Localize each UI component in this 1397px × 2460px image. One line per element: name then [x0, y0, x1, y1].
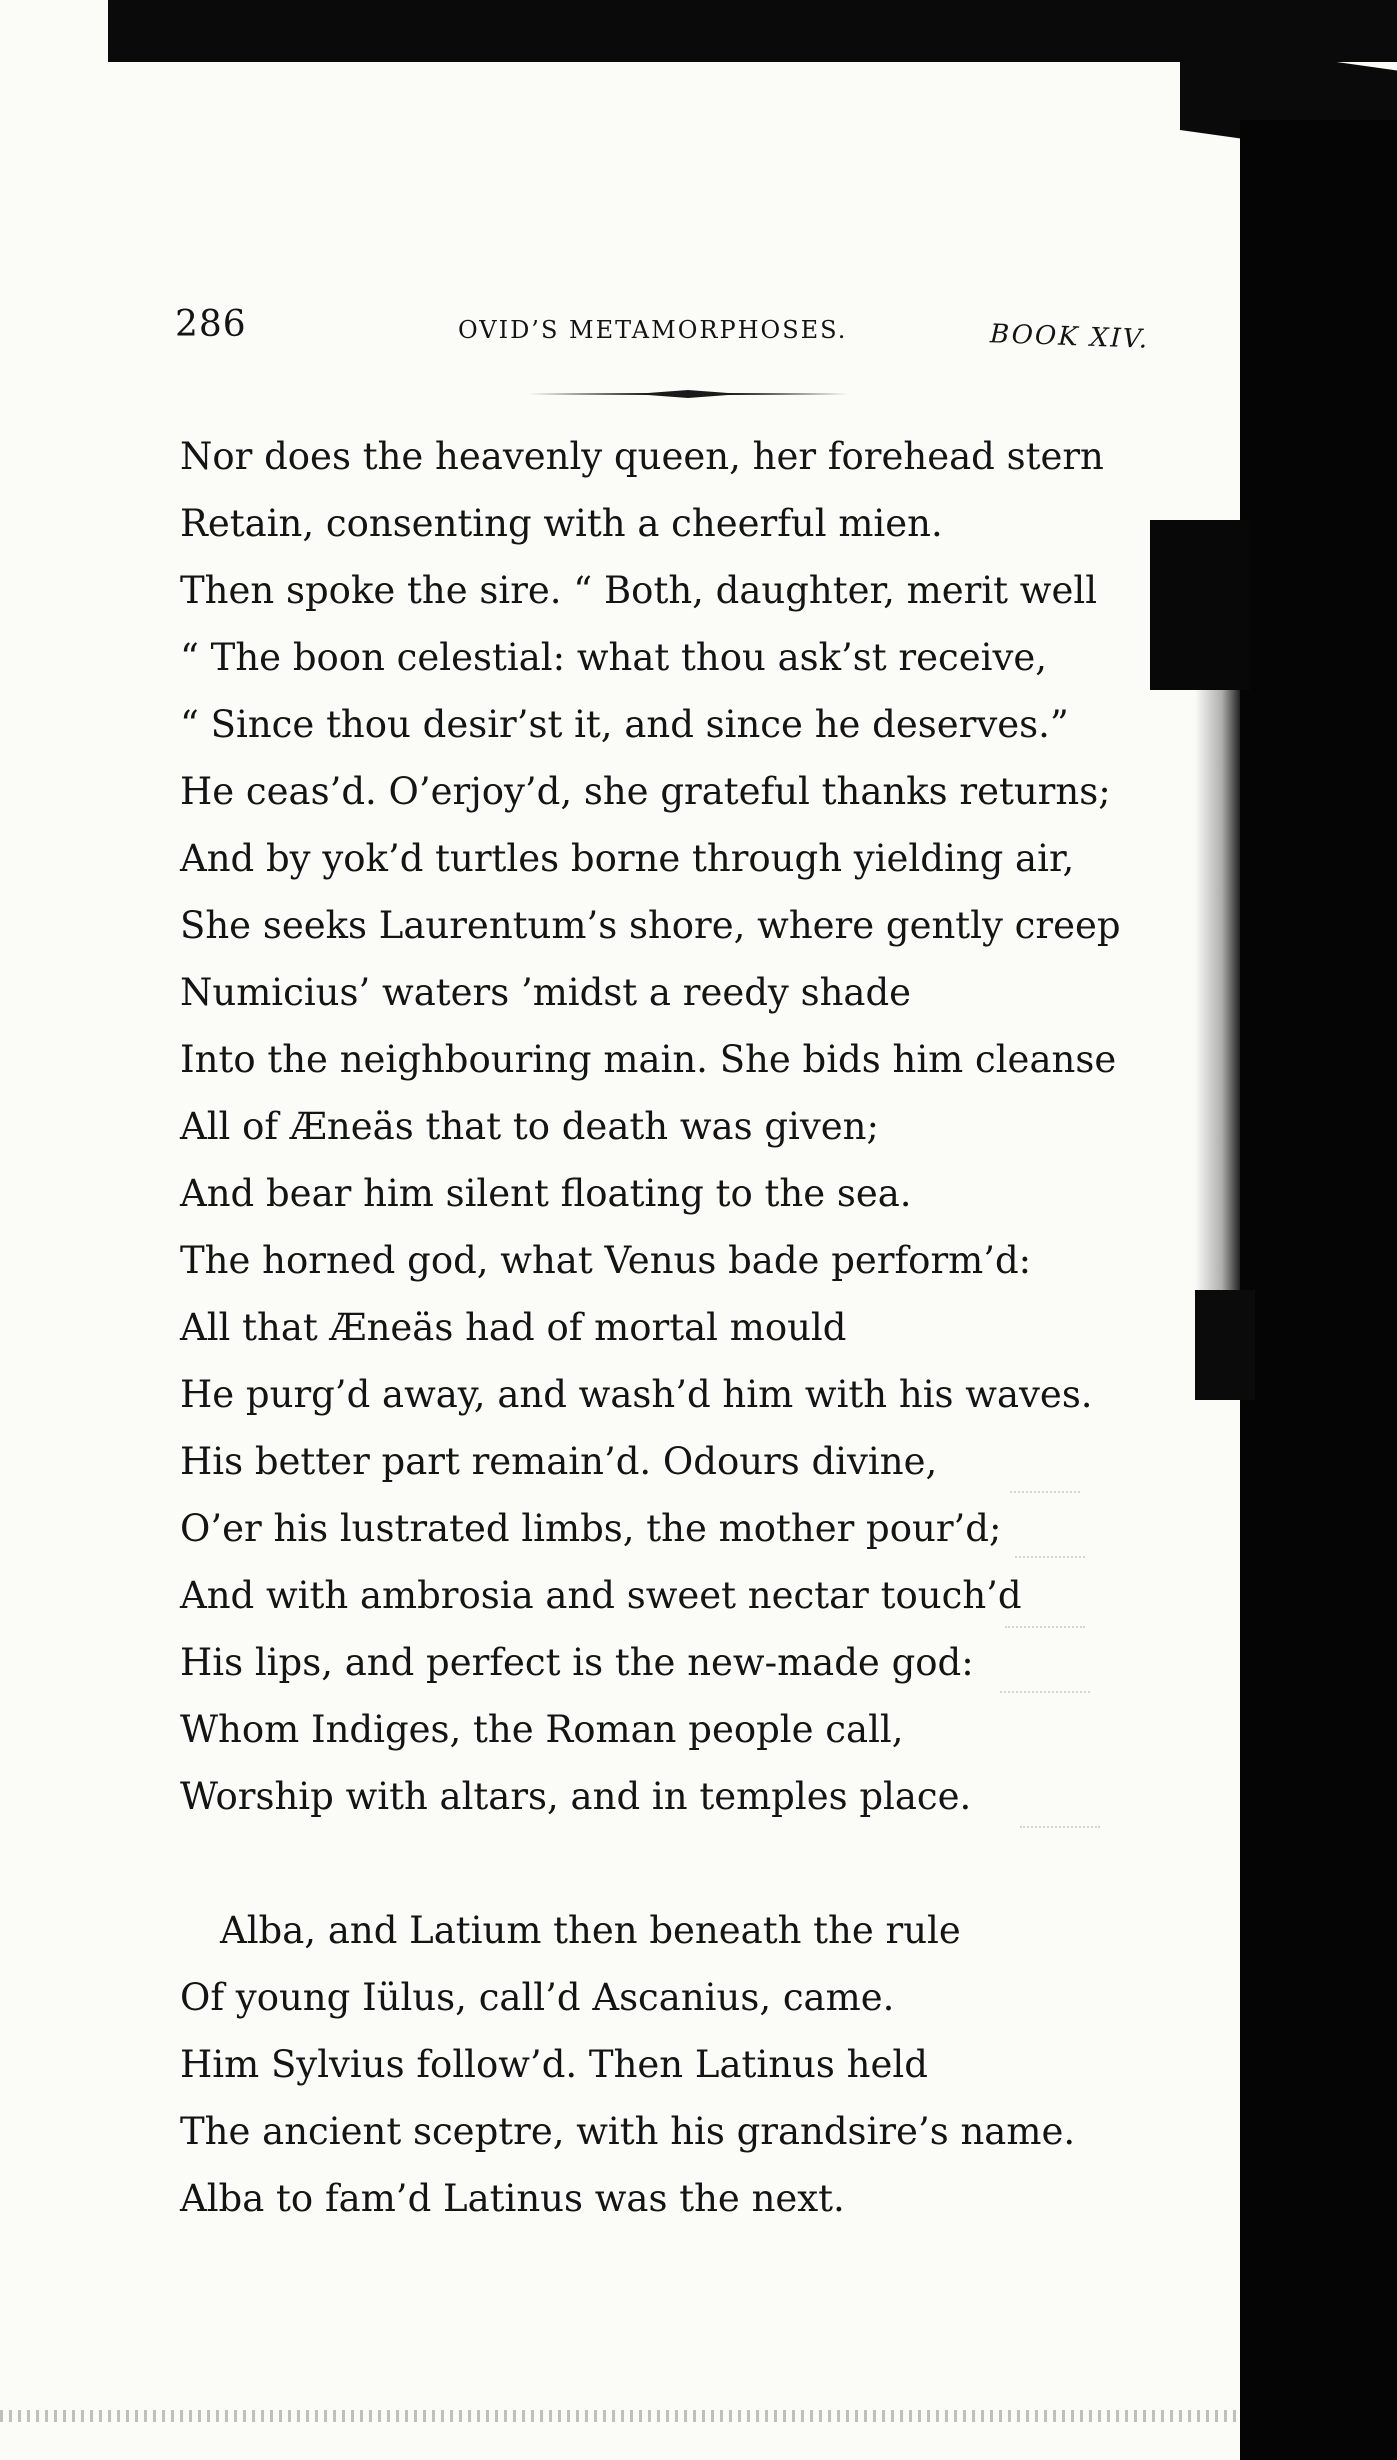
- book-label: BOOK XIV.: [989, 319, 1150, 355]
- verse-line: His lips, and perfect is the new-made god:: [180, 1641, 974, 1684]
- verse-line: Nor does the heavenly queen, her forehead stern: [180, 435, 1104, 478]
- verse-line: All of Æneäs that to death was given;: [180, 1105, 879, 1148]
- verse-line: O’er his lustrated limbs, the mother pour’d;: [180, 1507, 1002, 1550]
- scan-bottom-noise: [0, 2410, 1240, 2422]
- verse-line: Of young Iülus, call’d Ascanius, came.: [180, 1976, 895, 2019]
- header-ornamental-rule: [528, 390, 848, 398]
- verse-line: Him Sylvius follow’d. Then Latinus held: [180, 2043, 928, 2086]
- verse-line: The horned god, what Venus bade perform’d:: [180, 1239, 1032, 1282]
- scan-right-shadow-fade: [1195, 690, 1240, 1290]
- verse-line: And by yok’d turtles borne through yielding air,: [180, 837, 1075, 880]
- scan-right-shadow-notch-lower: [1195, 1290, 1255, 1400]
- verse-line: His better part remain’d. Odours divine,: [180, 1440, 938, 1483]
- bleed-through-mark: [1020, 1800, 1100, 1828]
- verse-line: Then spoke the sire. “ Both, daughter, merit well: [180, 569, 1098, 612]
- bleed-through-mark: [1015, 1530, 1085, 1558]
- verse-line: And bear him silent floating to the sea.: [180, 1172, 912, 1215]
- verse-line: Alba, and Latium then beneath the rule: [220, 1909, 961, 1952]
- verse-line: Whom Indiges, the Roman people call,: [180, 1708, 904, 1751]
- verse-line: “ The boon celestial: what thou ask’st receive,: [180, 636, 1048, 679]
- verse-line: Numicius’ waters ’midst a reedy shade: [180, 971, 912, 1014]
- verse-line: Worship with altars, and in temples place.: [180, 1775, 972, 1818]
- scan-right-shadow-notch: [1150, 520, 1250, 690]
- scan-right-shadow: [1240, 120, 1397, 2460]
- bleed-through-mark: [1000, 1665, 1090, 1693]
- verse-line: Retain, consenting with a cheerful mien.: [180, 502, 943, 545]
- running-title: OVID’S METAMORPHOSES.: [458, 316, 848, 344]
- verse-line: He purg’d away, and wash’d him with his waves.: [180, 1373, 1093, 1416]
- verse-line: Into the neighbouring main. She bids him cleanse: [180, 1038, 1117, 1081]
- page-number: 286: [175, 304, 247, 345]
- verse-line: “ Since thou desir’st it, and since he deserves.”: [180, 703, 1069, 746]
- verse-line: All that Æneäs had of mortal mould: [180, 1306, 847, 1349]
- bleed-through-mark: [1010, 1465, 1080, 1493]
- verse-line: Alba to fam’d Latinus was the next.: [180, 2177, 845, 2220]
- verse-line: And with ambrosia and sweet nectar touch’d: [180, 1574, 1022, 1617]
- verse-line: He ceas’d. O’erjoy’d, she grateful thanks returns;: [180, 770, 1111, 813]
- verse-line: The ancient sceptre, with his grandsire’s name.: [180, 2110, 1076, 2153]
- verse-line: She seeks Laurentum’s shore, where gently creep: [180, 904, 1121, 947]
